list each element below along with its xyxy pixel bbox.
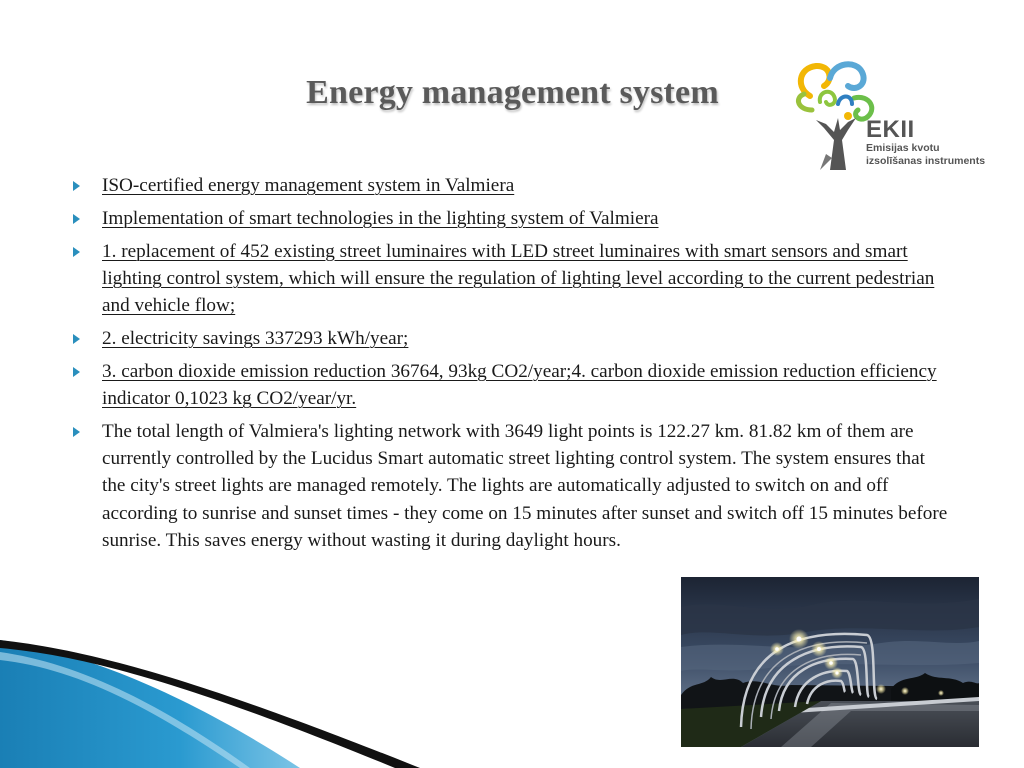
arrow-bullet-icon [73, 334, 80, 344]
slide-title: Energy management system [306, 74, 719, 111]
arrow-bullet-icon [73, 181, 80, 191]
list-item [72, 358, 952, 413]
arrow-bullet-icon [73, 214, 80, 224]
decorative-corner-swoosh [0, 600, 420, 768]
bullet-text: ISO-certified energy management system in Valmiera [102, 175, 515, 196]
street-lighting-photo [681, 577, 979, 747]
ekii-logo [790, 58, 1015, 173]
arrow-bullet-icon [73, 247, 80, 257]
bullet-text: The total length of Valmiera's lighting network with 3649 light points is 122.27 km. 81.82 km of them are currently controlled by the Lucidus Smart automatic street lighting control system. The system ensures that the city's street lights are managed remotely. The lights are automatically adjusted to switch on and off according to sunrise and sunset times - they come on 15 minutes after sunset and switch off 15 minutes before sunrise. This saves energy without wasting it during daylight hours. [102, 420, 948, 552]
bullet-text: 2. electricity savings 337293 kWh/year; [102, 327, 409, 349]
night-street-photo-image [681, 577, 979, 747]
logo-name: EKII [866, 116, 915, 143]
arrow-bullet-icon [73, 367, 80, 377]
list-item [72, 325, 952, 352]
list-item [72, 205, 952, 232]
logo-subtitle-line2: izsolīšanas instruments [866, 155, 986, 167]
bullet-text: Implementation of smart technologies in the lighting system of Valmiera [102, 207, 659, 229]
list-item [72, 418, 952, 554]
list-item [72, 172, 952, 199]
logo-subtitle-line1: Emisijas kvotu [866, 142, 940, 154]
bullet-text: 1. replacement of 452 existing street luminaires with LED street luminaires with smart sensors and smart lighting control system, which will ensure the regulation of lighting level according to the current pedestrian and vehicle flow; [102, 240, 935, 317]
bullet-list [72, 172, 952, 560]
arrow-bullet-icon [73, 427, 80, 437]
list-item [72, 238, 952, 320]
bullet-text: 3. carbon dioxide emission reduction 36764, 93kg CO2/year;4. carbon dioxide emission reduction efficiency indicator 0,1023 kg CO2/year/yr. [102, 360, 937, 410]
logo-text [866, 118, 985, 168]
